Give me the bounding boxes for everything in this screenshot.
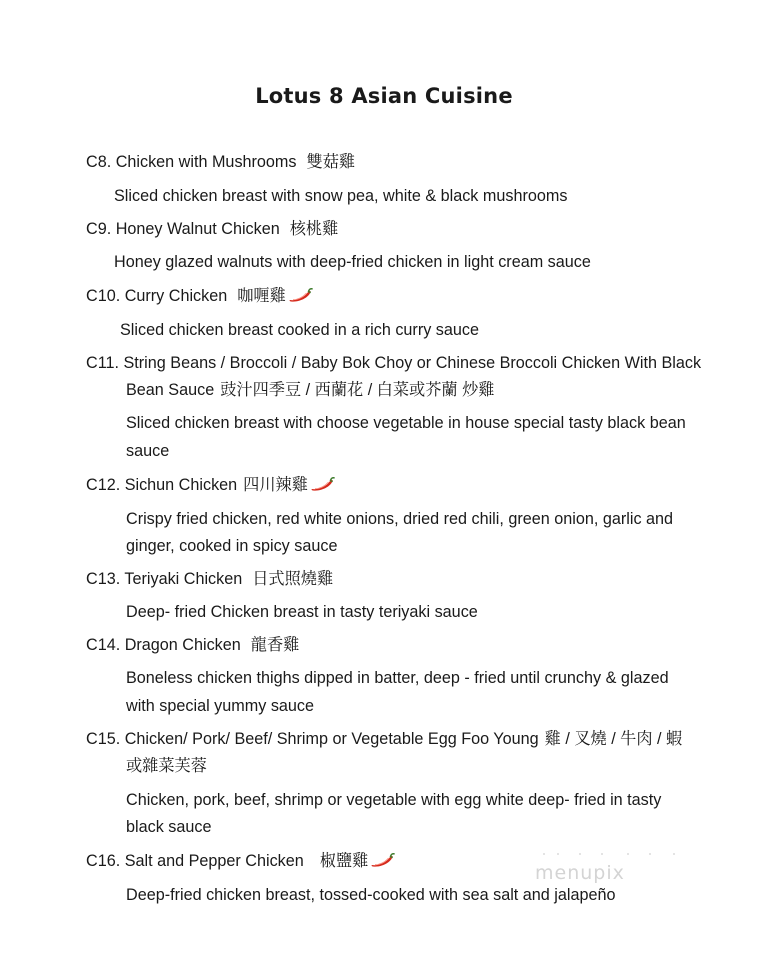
menu-item-c14-name [86, 634, 299, 656]
menu-item-c12-desc-cont: ginger, cooked in spicy sauce [126, 537, 338, 555]
menu-item-c13-desc: Deep- fried Chicken breast in tasty teriyaki sauce [126, 603, 478, 621]
item-name: Bean Sauce [126, 381, 215, 399]
menu-item-c14-desc-cont: with special yummy sauce [126, 697, 315, 715]
chili-pepper-icon [287, 287, 313, 303]
item-name: C9. Honey Walnut Chicken [86, 220, 280, 238]
menu-item-c12-desc: Crispy fried chicken, red white onions, dried red chili, green onion, garlic and [126, 510, 674, 528]
menu-item-c15-desc: Chicken, pork, beef, shrimp or vegetable with egg white deep- fried in tasty [126, 791, 662, 809]
menu-item-c9-name [86, 218, 338, 240]
item-chinese-name: 椒鹽雞 [319, 852, 369, 870]
menu-item-c12-name [86, 474, 335, 496]
item-name: C15. Chicken/ Pork/ Beef/ Shrimp or Vegetable Egg Foo Young [86, 730, 539, 748]
menu-item-c16-name [86, 850, 395, 872]
item-name: C13. Teriyaki Chicken [86, 570, 243, 588]
item-chinese-name: 雙菇雞 [306, 153, 356, 171]
item-chinese-name: 日式照燒雞 [252, 570, 334, 588]
item-chinese-name: 核桃雞 [289, 220, 339, 238]
menu-item-c10-name [86, 285, 313, 307]
item-chinese-name: 雞 / 叉燒 / 牛肉 / 蝦 [544, 730, 683, 748]
item-name: C14. Dragon Chicken [86, 636, 241, 654]
item-name: C12. Sichun Chicken [86, 476, 238, 494]
watermark: menupix [535, 862, 625, 884]
menu-item-c10-desc: Sliced chicken breast cooked in a rich curry sauce [120, 321, 479, 339]
chili-pepper-icon [369, 852, 395, 868]
watermark-dots [540, 852, 680, 856]
chili-pepper-icon [309, 476, 335, 492]
item-name: C16. Salt and Pepper Chicken [86, 852, 304, 870]
menu-item-c11-desc-cont: sauce [126, 442, 170, 460]
menu-item-c13-name [86, 568, 333, 590]
menu-item-c11-name-cont [126, 379, 495, 401]
item-name: C10. Curry Chicken [86, 287, 228, 305]
menu-item-c15-name [86, 728, 682, 750]
menu-item-c15-chinese-cont: 或雜菜芙蓉 [126, 757, 207, 775]
menu-item-c8-name [86, 151, 355, 173]
menu-item-c16-desc: Deep-fried chicken breast, tossed-cooked with sea salt and jalapeño [126, 886, 616, 904]
menu-item-c11-desc: Sliced chicken breast with choose vegetable in house special tasty black bean [126, 414, 686, 432]
menu-item-c15-desc-cont: black sauce [126, 818, 212, 836]
menu-item-c9-desc: Honey glazed walnuts with deep-fried chicken in light cream sauce [114, 253, 591, 271]
item-chinese-name: 四川辣雞 [243, 476, 308, 494]
item-chinese-name: 咖喱雞 [237, 287, 286, 305]
menu-item-c8-desc: Sliced chicken breast with snow pea, white & black mushrooms [114, 187, 568, 205]
menu-item-c11-name: C11. String Beans / Broccoli / Baby Bok Choy or Chinese Broccoli Chicken With Black [86, 354, 702, 372]
restaurant-title: Lotus 8 Asian Cuisine [255, 84, 513, 108]
item-chinese-name: 豉汁四季豆 / 西蘭花 / 白菜或芥蘭 炒雞 [220, 381, 495, 399]
item-chinese-name: 龍香雞 [250, 636, 300, 654]
item-name: C8. Chicken with Mushrooms [86, 153, 297, 171]
menu-item-c14-desc: Boneless chicken thighs dipped in batter, deep - fried until crunchy & glazed [126, 669, 669, 687]
